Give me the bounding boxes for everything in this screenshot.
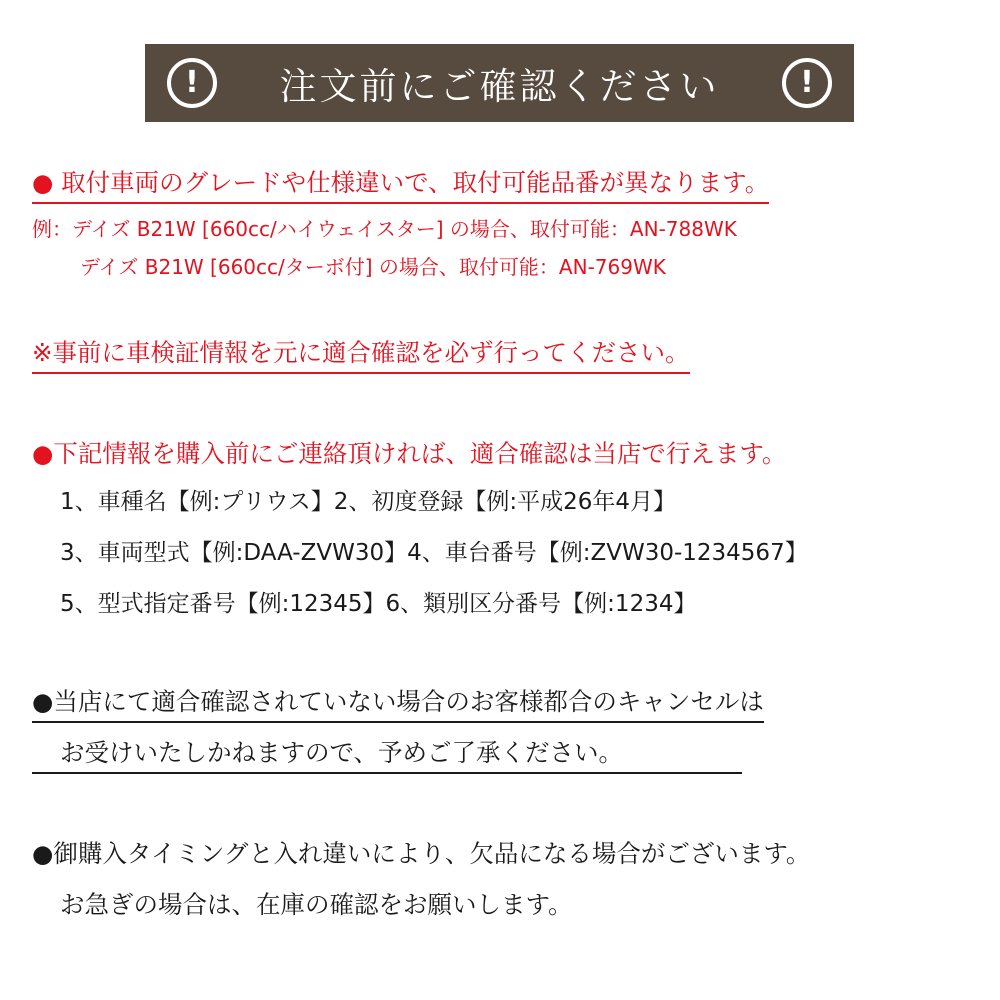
stock-notice-line-1: ●御購入タイミングと入れ違いにより、欠品になる場合がございます。 [32, 839, 811, 868]
grade-warning-heading: ● 取付車両のグレードや仕様違いで、取付可能品番が異なります。 [32, 171, 769, 204]
notice-banner [145, 44, 854, 122]
info-item-line: 1、車種名【例:プリウス】2、初度登録【例:平成26年4月】 [60, 489, 677, 515]
info-item-line: 3、車両型式【例:DAA-ZVW30】4、車台番号【例:ZVW30-1234567】 [60, 540, 808, 566]
stock-notice-line-2: お急ぎの場合は、在庫の確認をお願いします。 [60, 890, 573, 919]
compat-info-heading: ●下記情報を購入前にご連絡頂ければ、適合確認は当店で行えます。 [32, 439, 787, 468]
cancel-policy-line-2: お受けいたしかねますので、予めご了承ください。 [32, 741, 742, 774]
cancel-policy-line-1: ●当店にて適合確認されていない場合のお客様都合のキャンセルは [32, 690, 764, 723]
example-line-1: 例：デイズ B21W [660cc/ハイウェイスター] の場合、取付可能：AN-788WK [32, 217, 737, 241]
exclamation-circle-icon: ! [782, 58, 832, 108]
exclamation-circle-icon: ! [167, 58, 217, 108]
banner-title: 注文前にご確認ください [279, 65, 720, 108]
pre-check-note: ※事前に車検証情報を元に適合確認を必ず行ってください。 [32, 341, 690, 374]
info-item-line: 5、型式指定番号【例:12345】6、類別区分番号【例:1234】 [60, 591, 697, 617]
example-line-2: デイズ B21W [660cc/ターボ付] の場合、取付可能：AN-769WK [80, 255, 666, 279]
